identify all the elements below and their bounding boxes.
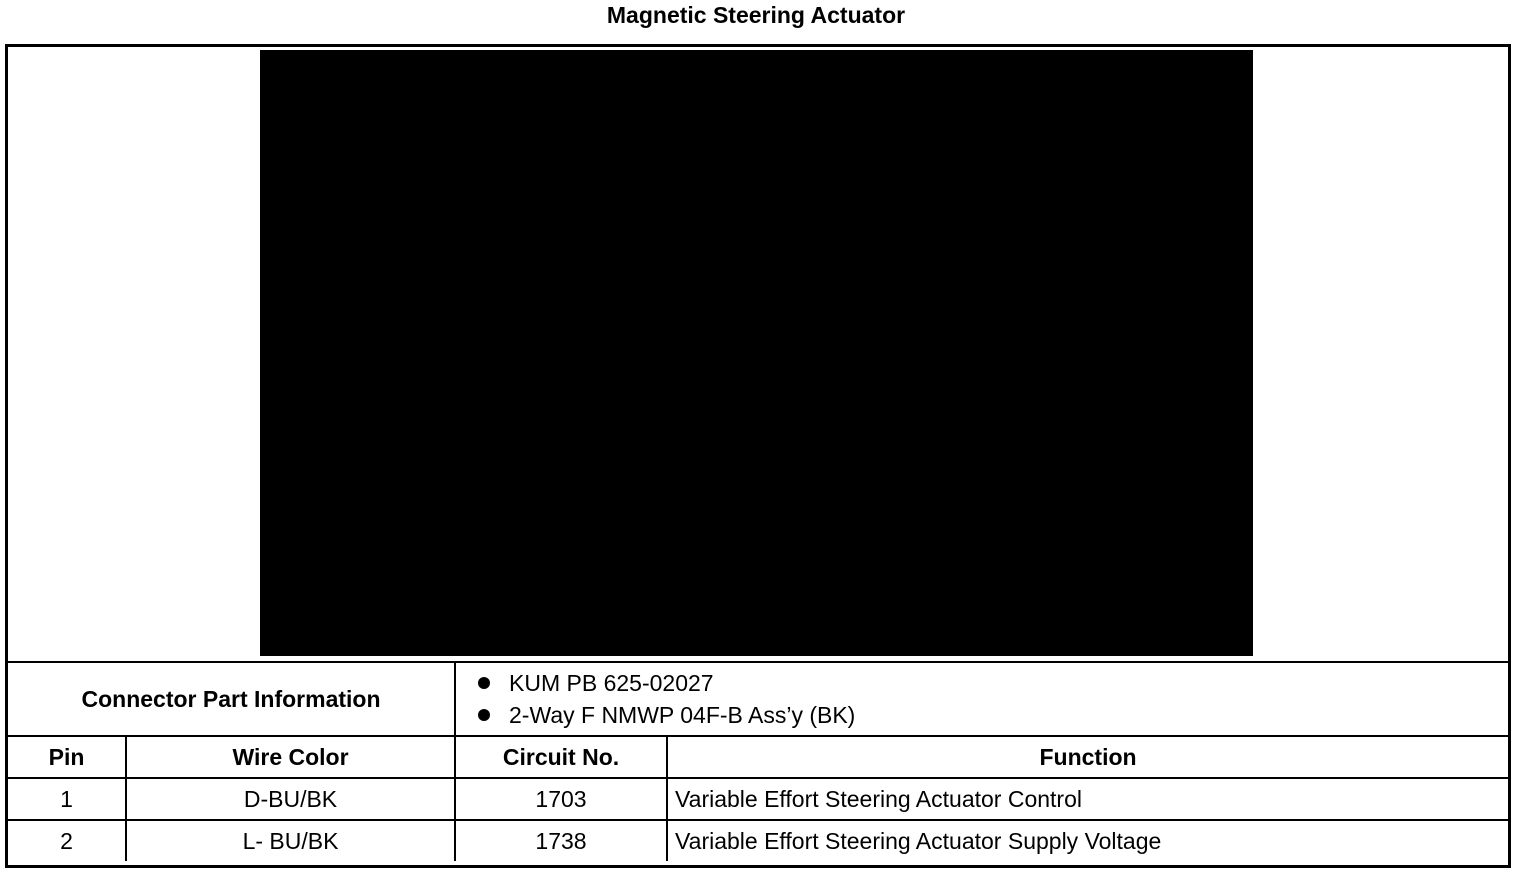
table-row bbox=[8, 820, 1508, 861]
connector-info-list bbox=[455, 663, 1508, 736]
header-pin: Pin bbox=[8, 736, 126, 778]
cell-function: Variable Effort Steering Actuator Supply Voltage bbox=[667, 820, 1508, 861]
cell-wire-color: L- BU/BK bbox=[126, 820, 455, 861]
bullet-icon bbox=[478, 709, 490, 721]
cell-wire-color: D-BU/BK bbox=[126, 778, 455, 820]
cell-circuit-no: 1738 bbox=[455, 820, 667, 861]
table-row bbox=[8, 778, 1508, 820]
connector-image-area bbox=[8, 47, 1508, 663]
cell-pin: 1 bbox=[8, 778, 126, 820]
connector-info-item-text: 2-Way F NMWP 04F-B Ass’y (BK) bbox=[509, 702, 856, 728]
header-circuit-no: Circuit No. bbox=[455, 736, 667, 778]
pinout-table bbox=[8, 663, 1508, 861]
connector-info-item-text: KUM PB 625-02027 bbox=[509, 670, 714, 696]
cell-circuit-no: 1703 bbox=[455, 778, 667, 820]
connector-info-item bbox=[478, 699, 1508, 731]
table-header-row bbox=[8, 736, 1508, 778]
bullet-icon bbox=[478, 677, 490, 689]
page-title: Magnetic Steering Actuator bbox=[606, 2, 906, 28]
connector-info-row bbox=[8, 663, 1508, 736]
connector-image bbox=[260, 50, 1253, 656]
connector-info-label: Connector Part Information bbox=[8, 663, 455, 736]
header-wire-color: Wire Color bbox=[126, 736, 455, 778]
header-function: Function bbox=[667, 736, 1508, 778]
connector-frame bbox=[5, 44, 1511, 868]
connector-info-item bbox=[478, 667, 1508, 699]
cell-function: Variable Effort Steering Actuator Control bbox=[667, 778, 1508, 820]
cell-pin: 2 bbox=[8, 820, 126, 861]
